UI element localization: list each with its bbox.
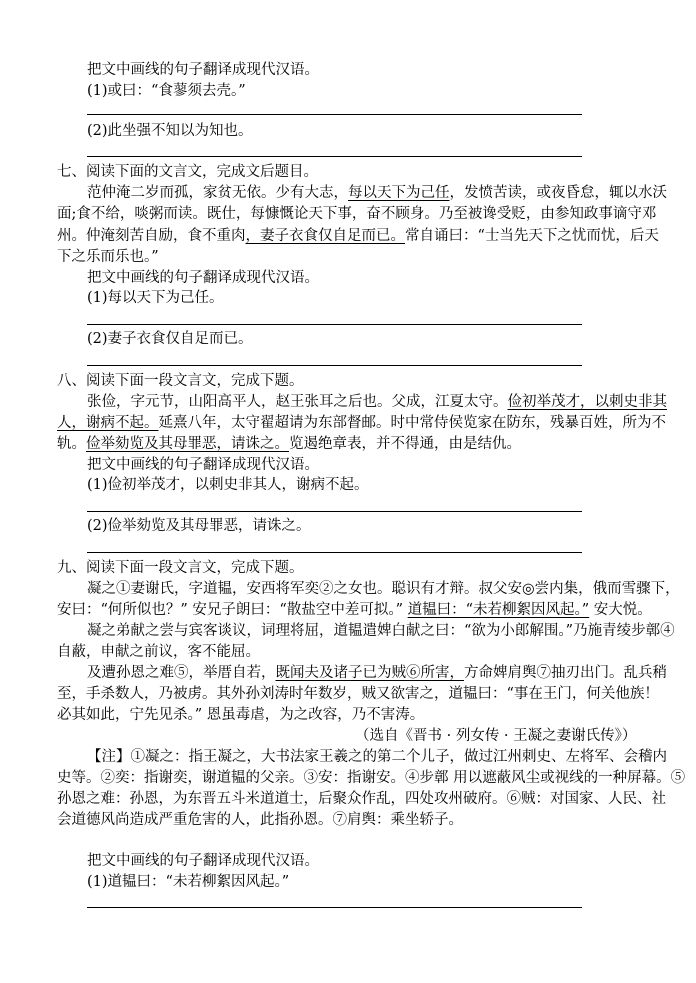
passage-line: [57, 413, 666, 433]
source-citation: （选自《晋书 · 列女传 · 王凝之妻谢氏传》）: [355, 728, 637, 744]
passage-line: 凝之弟献之尝与宾客谈议，词理将屈，道韫遣婢白献之曰：“欲为小郎解围。”乃施青绫步鄣④: [87, 623, 675, 639]
question-1: (1)道韫曰：“未若柳絮因风起。”: [87, 874, 290, 890]
passage-line: [57, 600, 652, 620]
answer-line[interactable]: [87, 114, 582, 115]
answer-line[interactable]: [87, 324, 582, 325]
question-1: (1)俭初举茂才，以刺史非其人，谢病不起。: [87, 477, 369, 493]
passage-line: [57, 226, 659, 246]
question-2: (2)俭举劾览及其母罪恶，请诛之。: [87, 518, 311, 534]
passage-text: 安曰：“何所似也？” 安兄子朗曰：“散盐空中差可拟。”: [57, 602, 408, 618]
underlined-sentence: 每以天下为己任: [348, 185, 450, 201]
instruction-text: 把文中画线的句子翻译成现代汉语。: [87, 270, 319, 286]
passage-line: 下之乐而乐也。”: [57, 249, 159, 265]
question-2: (2)妻子衣食仅自足而已。: [87, 331, 253, 347]
passage-text: 范仲淹二岁而孤，家贫无依。少有大志，: [87, 185, 348, 201]
passage-text: 延熹八年，太守翟超请为东部督邮。时中常侍侯览家在防东，残暴百姓，所为不: [158, 415, 666, 431]
note-line: 史等。②奕：指谢奕，谢道韫的父亲。③安：指谢安。④步鄣 用以遮蔽风尘或视线的一种屏幕。⑤: [57, 770, 686, 786]
question-1: (1)每以天下为己任。: [87, 290, 224, 306]
passage-text: 州。仲淹刻苦自励，食不重肉: [57, 228, 246, 244]
passage-text: 安大悦。: [589, 602, 652, 618]
passage-text: 轨。: [57, 436, 86, 452]
answer-line[interactable]: [87, 156, 582, 157]
passage-line: 自蔽，申献之前议，客不能屈。: [57, 644, 260, 660]
answer-line[interactable]: [87, 552, 582, 553]
underlined-sentence: ，妻子衣食仅自足而已。: [245, 228, 405, 244]
passage-line: 面;食不给，啖粥而读。既仕，每慷慨论天下事，奋不顾身。乃至被谗受贬，由参知政事谪守邓: [57, 206, 657, 222]
passage-text: ，发愤苦读，或夜昏怠，辄以水沃: [449, 185, 667, 201]
answer-line[interactable]: [87, 365, 582, 366]
passage-line: [57, 434, 521, 454]
passage-text: 常自诵曰：“士当先天下之忧而忧，后天: [405, 228, 659, 244]
underlined-sentence: 人，谢病不起。: [57, 415, 159, 431]
passage-text: 张俭，字元节，山阳高平人，赵王张耳之后也。父成，江夏太守。: [87, 394, 508, 410]
passage-line: 凝之①妻谢氏，字道韫，安西将军奕②之女也。聪识有才辩。叔父安◎尝内集，俄而雪骤下，: [87, 581, 680, 597]
section-heading: 八、阅读下面一段文言文，完成下题。: [57, 373, 304, 389]
underlined-sentence: 道韫曰：“未若柳絮因风起。”: [407, 602, 590, 618]
passage-line: 必其如此，宁先见杀。” 恩虽毒虐，为之改容，乃不害涛。: [57, 707, 425, 723]
passage-text: 及遭孙恩之难⑤，举厝自若，: [87, 665, 276, 681]
passage-line: [87, 663, 667, 683]
underlined-sentence: 既闻夫及诸子已为贼⑥所害，: [275, 665, 464, 681]
passage-line: [87, 392, 667, 412]
question-2: (2)此坐强不知以为知也。: [87, 123, 253, 139]
instruction-text: 把文中画线的句子翻译成现代汉语。: [87, 853, 319, 869]
question-1: (1)或曰：“食蓼须去壳。”: [87, 83, 246, 99]
underlined-sentence: 俭初举茂才，以刺史非其: [507, 394, 667, 410]
passage-line: 至，手杀数人，乃被虏。其外孙刘涛时年数岁，贼又欲害之，道韫曰：“事在王门，何关他族！: [57, 686, 659, 702]
passage-text: 方命婢肩舆⑦抽刃出门。乱兵稍: [464, 665, 667, 681]
note-line: 会道德风尚造成严重危害的人，此指孙恩。⑦肩舆：乘坐轿子。: [57, 812, 463, 828]
section-heading: 七、阅读下面的文言文，完成文后题目。: [57, 164, 318, 180]
note-line: 【注】①凝之：指王凝之，大书法家王羲之的第二个儿子，做过江州刺史、左将军、会稽内: [87, 749, 667, 765]
answer-line[interactable]: [87, 511, 582, 512]
passage-text: 览遏绝章表，并不得通，由是结仇。: [289, 436, 521, 452]
passage-line: [87, 183, 667, 203]
note-line: 孙恩之难：孙恩，为东晋五斗米道道士，后聚众作乱，四处攻州破府。⑥贼：对国家、人民、社: [57, 791, 666, 807]
instruction-text: 把文中画线的句子翻译成现代汉语。: [87, 62, 319, 78]
section-heading: 九、阅读下面一段文言文，完成下题。: [57, 560, 304, 576]
answer-line[interactable]: [87, 907, 582, 908]
instruction-text: 把文中画线的句子翻译成现代汉语。: [87, 457, 319, 473]
underlined-sentence: 俭举劾览及其母罪恶，请诛之。: [86, 436, 289, 452]
